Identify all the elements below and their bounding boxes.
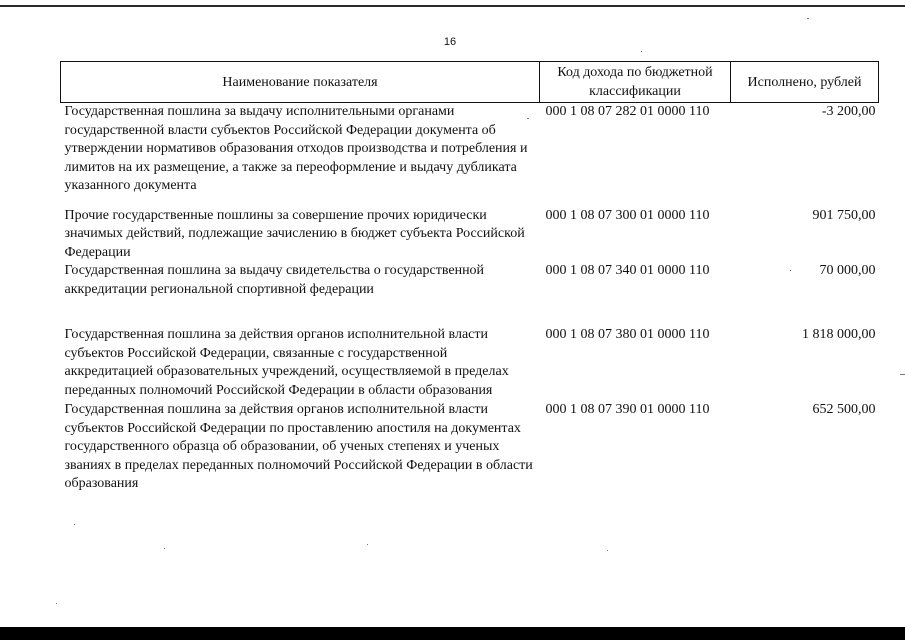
row-amount: -3 200,00 xyxy=(821,104,876,119)
row-amount: 901 750,00 xyxy=(812,207,876,223)
table-row xyxy=(61,262,879,326)
header-code: Код дохода по бюджетной классификации xyxy=(540,62,731,103)
row-name: Государственная пошлина за действия органов исполнительной власти субъектов Российской Федерации по проставлению апостиля на документах государственного образца об образовании, об ученых степенях и ученых званиях в пределах переданных полномочий Российской Федерации в области образования xyxy=(64,402,533,491)
row-name: Государственная пошлина за выдачу свидетельства о государственной аккредитации региональной спортивной федерации xyxy=(64,263,485,297)
scan-top-edge-line xyxy=(0,5,905,7)
scan-speck xyxy=(74,524,75,525)
row-amount: 70 000,00 xyxy=(819,263,876,278)
scan-speck xyxy=(367,544,368,545)
header-name: Наименование показателя xyxy=(61,62,540,103)
table-header xyxy=(61,62,879,103)
table-row xyxy=(61,207,879,263)
header-row xyxy=(61,62,879,103)
scan-speck xyxy=(164,548,165,549)
scan-speck xyxy=(900,374,905,375)
scan-speck xyxy=(527,118,529,119)
revenue-table xyxy=(60,61,879,494)
row-code: 000 1 08 07 300 01 0000 110 xyxy=(545,207,710,223)
row-amount: 652 500,00 xyxy=(812,402,876,417)
row-name: Государственная пошлина за выдачу исполнительными органами государственной власти субъектов Российской Федерации документа об утверждении нормативов образования отходов производства и потребления и лимитов на их размещение, а также за переоформление и выдачу дубликата указанного документа xyxy=(64,104,528,193)
scan-speck xyxy=(56,603,57,604)
table-row xyxy=(61,326,879,401)
table-row xyxy=(61,103,879,207)
scan-bottom-edge-bar xyxy=(0,627,905,640)
row-code: 000 1 08 07 340 01 0000 110 xyxy=(545,263,710,278)
table-body xyxy=(61,103,879,494)
row-code: 000 1 08 07 390 01 0000 110 xyxy=(545,402,710,417)
row-code: 000 1 08 07 282 01 0000 110 xyxy=(545,104,710,119)
row-amount: 1 818 000,00 xyxy=(802,327,876,342)
row-name: Государственная пошлина за действия органов исполнительной власти субъектов Российской Федерации, связанные с государственной аккредитацией образовательных учреждений, осуществляемой в пределах переданных полномочий Российской Федерации в области образования xyxy=(64,327,509,398)
scan-speck xyxy=(641,51,642,52)
page-number: 16 xyxy=(443,36,457,48)
row-code: 000 1 08 07 380 01 0000 110 xyxy=(545,327,710,342)
scan-speck xyxy=(790,270,791,271)
scan-speck xyxy=(607,550,608,551)
table-row xyxy=(61,401,879,494)
header-amount: Исполнено, рублей xyxy=(731,62,879,103)
row-name: Прочие государственные пошлины за совершение прочих юридически значимых действий, подлежащие зачислению в бюджет субъекта Российской Федерации xyxy=(64,207,525,260)
scan-speck xyxy=(807,18,809,19)
